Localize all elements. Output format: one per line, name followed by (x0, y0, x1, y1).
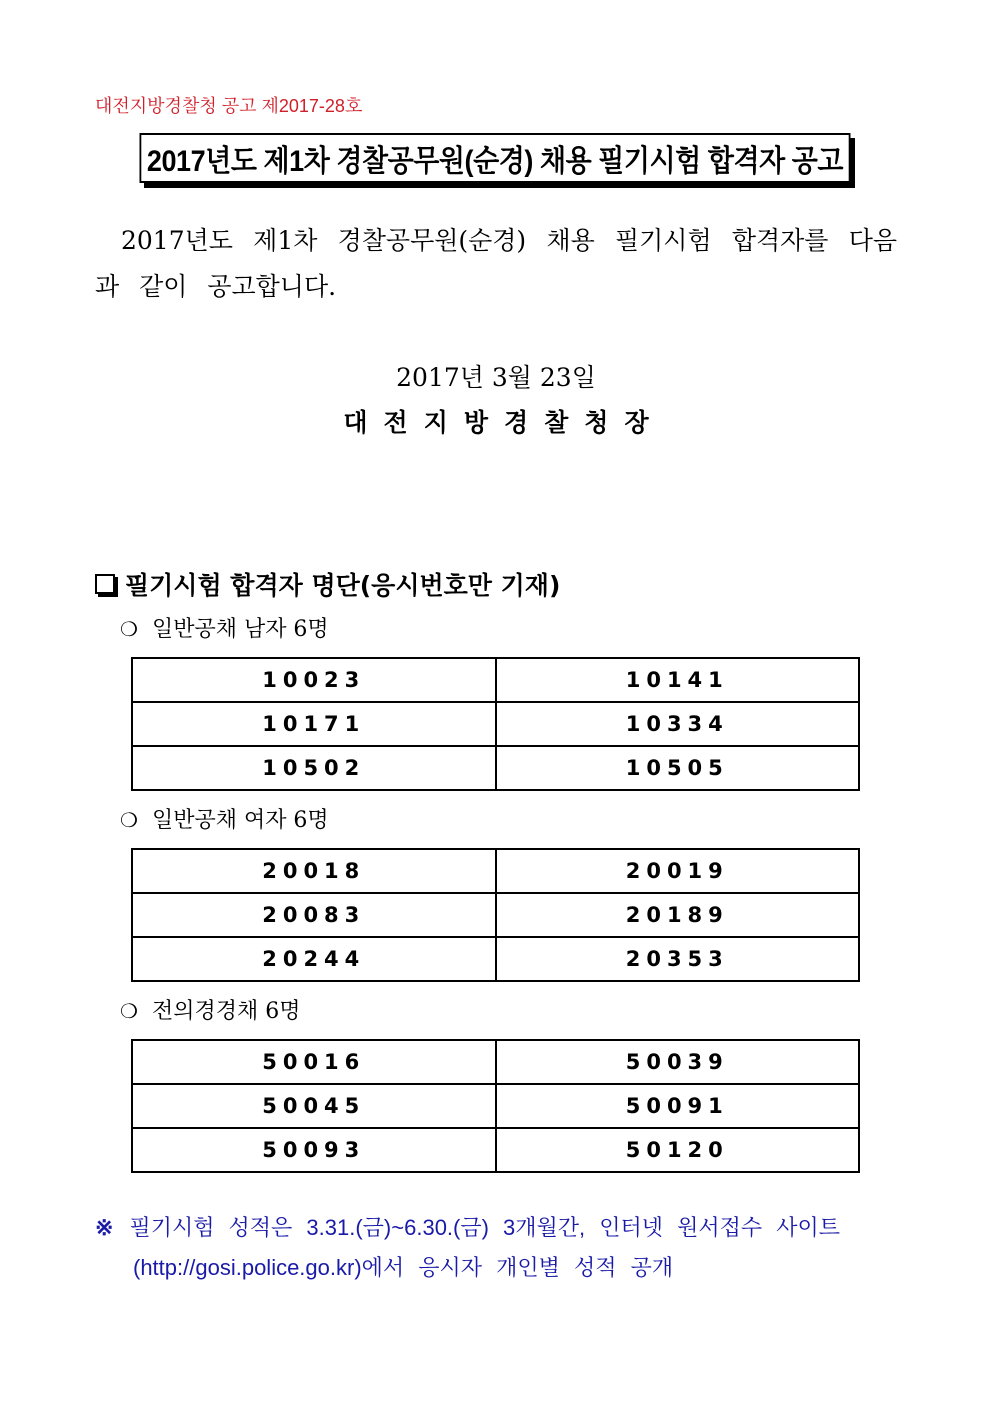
group-heading-conscript (120, 994, 300, 1025)
exam-number-cell: 20189 (496, 893, 860, 937)
announcement-date: 2017년 3월 23일 (396, 363, 596, 392)
passer-table-conscript (131, 1039, 860, 1173)
exam-number-cell: 50039 (496, 1040, 860, 1084)
passer-table-male (131, 657, 860, 791)
exam-number-cell: 20353 (496, 937, 860, 981)
note-line-1 (95, 1211, 840, 1242)
exam-number-cell: 10505 (496, 746, 860, 790)
document-title: 2017년도 제1차 경찰공무원(순경) 채용 필기시험 합격자 공고 (140, 133, 851, 183)
exam-number-cell: 10502 (132, 746, 496, 790)
exam-number-cell: 20083 (132, 893, 496, 937)
exam-number-cell: 50016 (132, 1040, 496, 1084)
table-row (132, 937, 859, 981)
note-line-2: (http://gosi.police.go.kr)에서 응시자 개인별 성적 공개 (133, 1255, 674, 1280)
group-label: 일반공채 남자 6명 (151, 617, 329, 642)
passer-table-female (131, 848, 860, 982)
group-label: 일반공채 여자 6명 (151, 808, 329, 833)
exam-number-cell: 20244 (132, 937, 496, 981)
group-heading-female (120, 803, 329, 834)
table-row (132, 658, 859, 702)
exam-number-cell: 10171 (132, 702, 496, 746)
group-label: 전의경경채 6명 (151, 999, 301, 1024)
notice-number: 대전지방경찰청 공고 제2017-28호 (95, 96, 363, 116)
issuing-agency: 대전지방경찰청장 (343, 408, 665, 437)
table-row (132, 893, 859, 937)
circle-bullet-icon: ❍ (120, 808, 138, 832)
table-row (132, 1084, 859, 1128)
exam-number-cell: 50120 (496, 1128, 860, 1172)
circle-bullet-icon: ❍ (120, 617, 138, 641)
exam-number-cell: 50091 (496, 1084, 860, 1128)
exam-number-cell: 10334 (496, 702, 860, 746)
table-row (132, 849, 859, 893)
table-row (132, 1040, 859, 1084)
reference-mark-icon: ※ (95, 1215, 114, 1240)
circle-bullet-icon: ❍ (120, 999, 138, 1023)
exam-number-cell: 20018 (132, 849, 496, 893)
checkbox-square-icon (95, 574, 115, 594)
exam-number-cell: 50045 (132, 1084, 496, 1128)
body-paragraph: 2017년도 제1차 경찰공무원(순경) 채용 필기시험 합격자를 다음과 같이 공고합니다. (95, 226, 897, 301)
group-heading-male (120, 612, 329, 643)
exam-number-cell: 50093 (132, 1128, 496, 1172)
exam-number-cell: 10023 (132, 658, 496, 702)
section-title: 필기시험 합격자 명단(응시번호만 기재) (125, 571, 561, 600)
table-row (132, 1128, 859, 1172)
table-row (132, 746, 859, 790)
exam-number-cell: 10141 (496, 658, 860, 702)
section-heading (95, 566, 560, 602)
exam-number-cell: 20019 (496, 849, 860, 893)
table-row (132, 702, 859, 746)
note-text: 필기시험 성적은 3.31.(금)~6.30.(금) 3개월간, 인터넷 원서접수 사이트 (129, 1215, 841, 1240)
